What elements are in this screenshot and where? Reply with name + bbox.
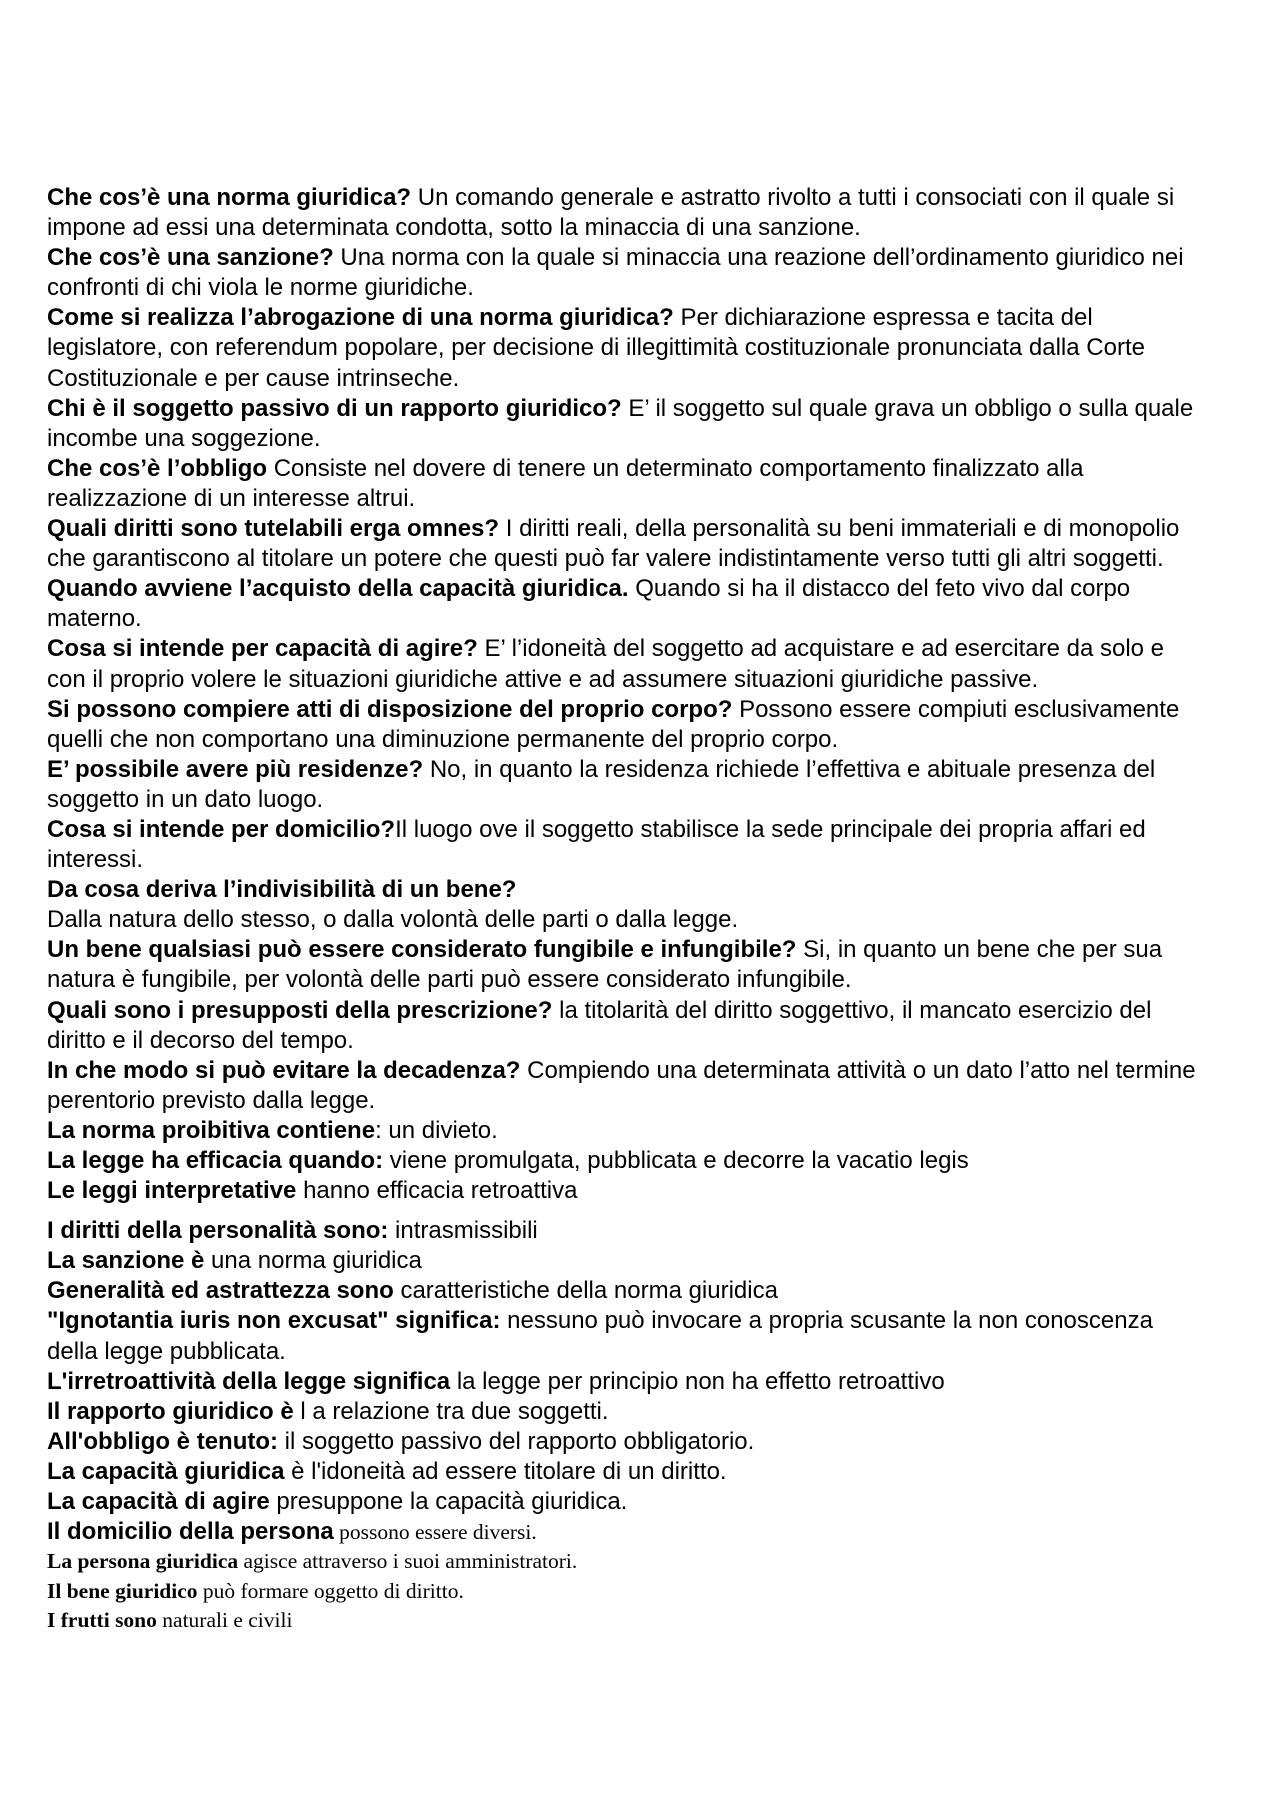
fact-definition: presuppone la capacità giuridica. — [269, 1488, 628, 1516]
fact-term: La sanzione è — [47, 1247, 205, 1275]
fact-term: Il bene giuridico — [47, 1578, 198, 1603]
qa-item — [47, 815, 1207, 875]
question: In che modo si può evitare la decadenza? — [47, 1056, 521, 1084]
question: Quando avviene l’acquisto della capacità giuridica. — [47, 575, 629, 603]
question: Da cosa deriva l’indivisibilità di un bene? — [47, 876, 517, 904]
fact-item — [47, 1246, 1207, 1276]
fact-term: La persona giuridica — [47, 1549, 239, 1574]
section-gap — [47, 1206, 1207, 1216]
qa-item — [47, 695, 1207, 755]
qa-item — [47, 243, 1207, 303]
answer: la titolarità del diritto soggettivo, il mancato esercizio del diritto e il decorso del tempo. — [47, 996, 1152, 1054]
fact-definition: caratteristiche della norma giuridica — [393, 1277, 778, 1305]
qa-item — [47, 454, 1207, 514]
fact-item — [47, 1276, 1207, 1306]
answer: Un comando generale e astratto rivolto a tutti i consociati con il quale si impone ad essi una determinata condotta, sotto la minaccia di una sanzione. — [47, 184, 1175, 242]
answer: viene promulgata, pubblicata e decorre la vacatio legis — [383, 1147, 969, 1174]
fact-definition: l a relazione tra due soggetti. — [293, 1397, 609, 1425]
fact-term: La capacità giuridica — [47, 1457, 285, 1485]
qa-item — [47, 1146, 1207, 1176]
fact-item — [47, 1427, 1207, 1457]
answer: Consiste nel dovere di tenere un determinato comportamento finalizzato alla realizzazione di un interesse altrui. — [47, 454, 1084, 512]
fact-term: Generalità ed astrattezza sono — [47, 1277, 394, 1305]
qa-item — [47, 1116, 1207, 1146]
qa-item — [47, 875, 1207, 905]
answer: Dalla natura dello stesso, o dalla volontà delle parti o dalla legge. — [47, 906, 739, 934]
fact-definition: nessuno può invocare a propria scusante la non conoscenza della legge pubblicata. — [47, 1307, 1153, 1365]
answer: I diritti reali, della personalità su beni immateriali e di monopolio che garantiscono al titolare un potere che questi può far valere indistintamente verso tutti gli altri soggetti. — [47, 515, 1180, 573]
question: Che cos’è una norma giuridica? — [47, 184, 412, 211]
qa-item — [47, 755, 1207, 815]
fact-item — [47, 1457, 1207, 1487]
answer: Quando si ha il distacco del feto vivo dal corpo materno. — [47, 575, 1131, 633]
qa-item — [47, 303, 1207, 393]
fact-term: I frutti sono — [47, 1608, 157, 1633]
fact-term: Il rapporto giuridico è — [47, 1397, 294, 1425]
fact-definition: una norma giuridica — [204, 1247, 422, 1275]
answer: Una norma con la quale si minaccia una reazione dell’ordinamento giuridico nei confronti di chi viola le norme giuridiche. — [47, 244, 1184, 302]
qa-item — [47, 634, 1207, 694]
fact-definition: può formare oggetto di diritto. — [197, 1578, 464, 1603]
fact-term: All'obbligo è tenuto: — [47, 1427, 278, 1455]
fact-term: Il domicilio della persona — [47, 1518, 334, 1546]
answer: No, in quanto la residenza richiede l’effettiva e abituale presenza del soggetto in un dato luogo. — [47, 755, 1156, 813]
qa-item — [47, 514, 1207, 574]
fact-item — [47, 1216, 1207, 1246]
answer: hanno efficacia retroattiva — [296, 1177, 578, 1205]
fact-term: L'irretroattività della legge significa — [47, 1367, 451, 1395]
qa-item — [47, 996, 1207, 1056]
answer: Il luogo ove il soggetto stabilisce la sede principale dei propria affari ed interessi. — [47, 815, 1146, 874]
question: Che cos’è una sanzione? — [47, 244, 334, 272]
question: Quali sono i presupposti della prescrizione? — [47, 996, 553, 1024]
qa-item — [47, 1056, 1207, 1116]
question: Come si realizza l’abrogazione di una norma giuridica? — [47, 304, 674, 332]
question: Che cos’è l’obbligo — [47, 454, 268, 482]
fact-item — [47, 1547, 1207, 1577]
fact-item — [47, 1367, 1207, 1397]
fact-item — [47, 1397, 1207, 1427]
answer: Si, in quanto un bene che per sua natura è fungibile, per volontà delle parti può essere considerato infungibile. — [47, 936, 1163, 994]
question: La norma proibitiva contiene — [47, 1116, 376, 1144]
document-page — [47, 183, 1207, 1636]
fact-definition: possono essere diversi. — [333, 1520, 537, 1545]
answer: E’ il soggetto sul quale grava un obbligo o sulla quale incombe una soggezione. — [47, 394, 1194, 452]
answer: Possono essere compiuti esclusivamente quelli che non comportano una diminuzione permanente del proprio corpo. — [47, 695, 1180, 753]
question: Si possono compiere atti di disposizione del proprio corpo? — [47, 695, 733, 723]
answer: E’ l’idoneità del soggetto ad acquistare e ad esercitare da solo e con il proprio volere le situazioni giuridiche attive e ad assumere situazioni giuridiche passive. — [47, 635, 1165, 693]
answer: : un divieto. — [375, 1116, 498, 1144]
qa-item — [47, 935, 1207, 995]
question: Chi è il soggetto passivo di un rapporto giuridico? — [47, 394, 622, 422]
fact-definition: intrasmissibili — [388, 1217, 538, 1245]
question: E’ possibile avere più residenze? — [47, 755, 424, 783]
answer: Compiendo una determinata attività o un dato l’atto nel termine perentorio previsto dalla legge. — [47, 1056, 1196, 1114]
fact-definition: naturali e civili — [156, 1608, 293, 1633]
fact-definition: la legge per principio non ha effetto retroattivo — [450, 1367, 945, 1395]
fact-term: I diritti della personalità sono: — [47, 1217, 389, 1245]
question: Le leggi interpretative — [47, 1177, 297, 1205]
fact-item — [47, 1606, 1207, 1636]
question: Un bene qualsiasi può essere considerato fungibile e infungibile? — [47, 936, 797, 964]
fact-term: "Ignotantia iuris non excusat" significa: — [47, 1307, 501, 1335]
qa-item — [47, 905, 1207, 935]
fact-item — [47, 1306, 1207, 1366]
fact-definition: il soggetto passivo del rapporto obbligatorio. — [278, 1427, 755, 1455]
qa-item — [47, 183, 1207, 243]
question: Quali diritti sono tutelabili erga omnes? — [47, 515, 500, 543]
qa-item — [47, 394, 1207, 454]
qa-item — [47, 1176, 1207, 1206]
answer: Per dichiarazione espressa e tacita del legislatore, con referendum popolare, per decisione di illegittimità costituzionale pronunciata dalla Corte Costituzionale e per cause intrinseche. — [47, 304, 1145, 392]
qa-item — [47, 574, 1207, 634]
fact-definition: è l'idoneità ad essere titolare di un diritto. — [284, 1457, 727, 1485]
fact-term: La capacità di agire — [47, 1488, 270, 1516]
question: Cosa si intende per capacità di agire? — [47, 635, 478, 663]
question: La legge ha efficacia quando: — [47, 1147, 384, 1174]
question: Cosa si intende per domicilio? — [47, 815, 396, 843]
fact-definition: agisce attraverso i suoi amministratori. — [238, 1549, 578, 1574]
fact-item — [47, 1487, 1207, 1517]
fact-item — [47, 1517, 1207, 1547]
fact-item — [47, 1577, 1207, 1607]
